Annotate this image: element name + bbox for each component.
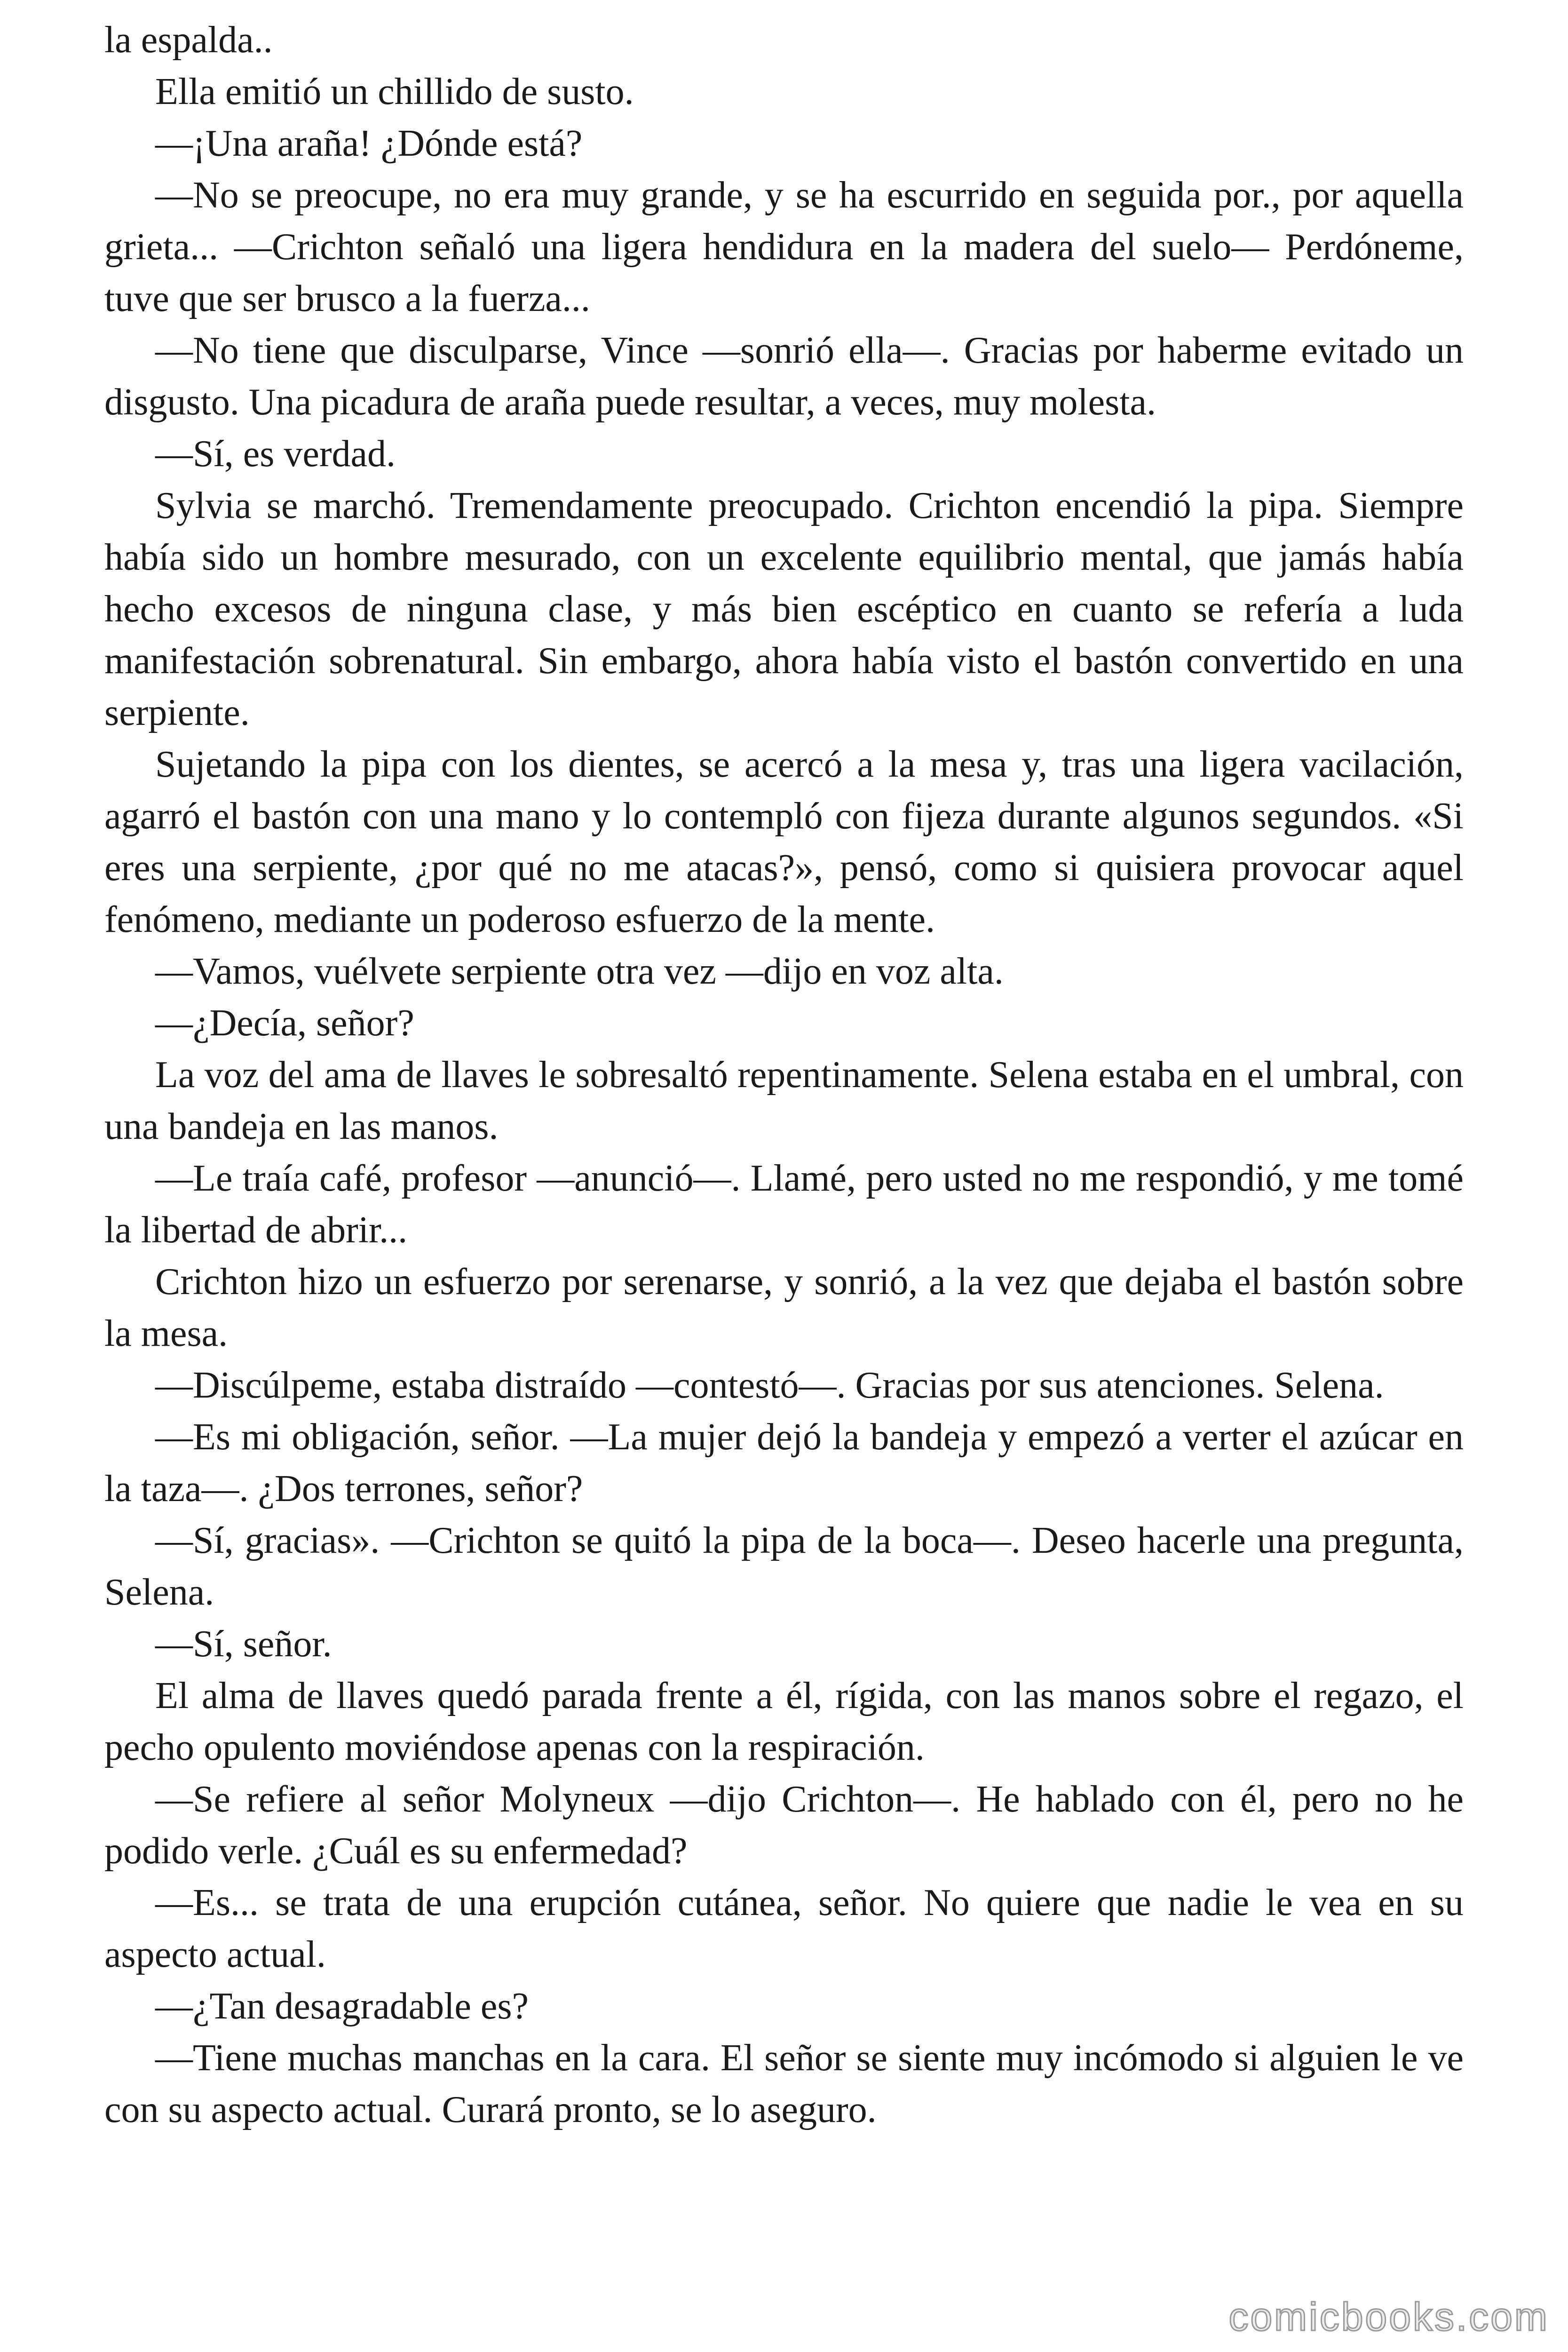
paragraph: —Vamos, vuélvete serpiente otra vez —dijo en voz alta. <box>155 951 1004 992</box>
paragraph: —Sí, señor. <box>155 1623 332 1665</box>
paragraph: —Se refiere al señor Molyneux —dijo Crichton—. He hablado con él, pero no he podido verle. ¿Cuál es su enfermedad? <box>104 1779 1464 1872</box>
paragraph: la espalda.. <box>104 19 273 61</box>
watermark: comicbooks.com <box>1228 2295 1549 2339</box>
paragraph: —Es mi obligación, señor. —La mujer dejó la bandeja y empezó a verter el azúcar en la taza—. ¿Dos terrones, señor? <box>104 1416 1464 1510</box>
paragraph: —No tiene que disculparse, Vince —sonrió ella—. Gracias por haberme evitado un disgusto. Una picadura de araña puede resultar, a veces, muy molesta. <box>104 330 1464 423</box>
paragraph: La voz del ama de llaves le sobresaltó repentinamente. Selena estaba en el umbral, con una bandeja en las manos. <box>104 1054 1464 1147</box>
paragraph: Sujetando la pipa con los dientes, se acercó a la mesa y, tras una ligera vacilación, agarró el bastón con una mano y lo contempló con fijeza durante algunos segundos. «Si eres una serpiente, ¿por qué no me atacas?», pensó, como si quisiera provocar aquel fenómeno, mediante un poderoso esfuerzo de la mente. <box>104 744 1464 940</box>
paragraph: —Tiene muchas manchas en la cara. El señor se siente muy incómodo si alguien le ve con su aspecto actual. Curará pronto, se lo aseguro. <box>104 2037 1464 2130</box>
paragraph: —Discúlpeme, estaba distraído —contestó—. Gracias por sus atenciones. Selena. <box>155 1365 1384 1406</box>
book-page <box>104 14 1464 2319</box>
paragraph: —¡Una araña! ¿Dónde está? <box>155 123 583 164</box>
paragraph: Sylvia se marchó. Tremendamente preocupado. Crichton encendió la pipa. Siempre había sido un hombre mesurado, con un excelente equilibrio mental, que jamás había hecho excesos de ninguna clase, y más bien escéptico en cuanto se refería a luda manifestación sobrenatural. Sin embargo, ahora había visto el bastón convertido en una serpiente. <box>104 485 1464 733</box>
paragraph: —No se preocupe, no era muy grande, y se ha escurrido en seguida por., por aquella grieta... —Crichton señaló una ligera hendidura en la madera del suelo— Perdóneme, tuve que ser brusco a la fuerza... <box>104 175 1464 319</box>
paragraph: —Sí, es verdad. <box>155 433 396 475</box>
paragraph: Ella emitió un chillido de susto. <box>155 71 634 112</box>
paragraph: El alma de llaves quedó parada frente a él, rígida, con las manos sobre el regazo, el pecho opulento moviéndose apenas con la respiración. <box>104 1675 1464 1768</box>
paragraph: —¿Tan desagradable es? <box>155 1986 529 2027</box>
paragraph: —Sí, gracias». —Crichton se quitó la pipa de la boca—. Deseo hacerle una pregunta, Selena. <box>104 1520 1464 1613</box>
paragraph: —Le traía café, profesor —anunció—. Llamé, pero usted no me respondió, y me tomé la libertad de abrir... <box>104 1158 1464 1251</box>
paragraph: —¿Decía, señor? <box>155 1002 414 1044</box>
paragraph: —Es... se trata de una erupción cutánea, señor. No quiere que nadie le vea en su aspecto actual. <box>104 1882 1464 1975</box>
paragraph: Crichton hizo un esfuerzo por serenarse, y sonrió, a la vez que dejaba el bastón sobre la mesa. <box>104 1261 1464 1354</box>
